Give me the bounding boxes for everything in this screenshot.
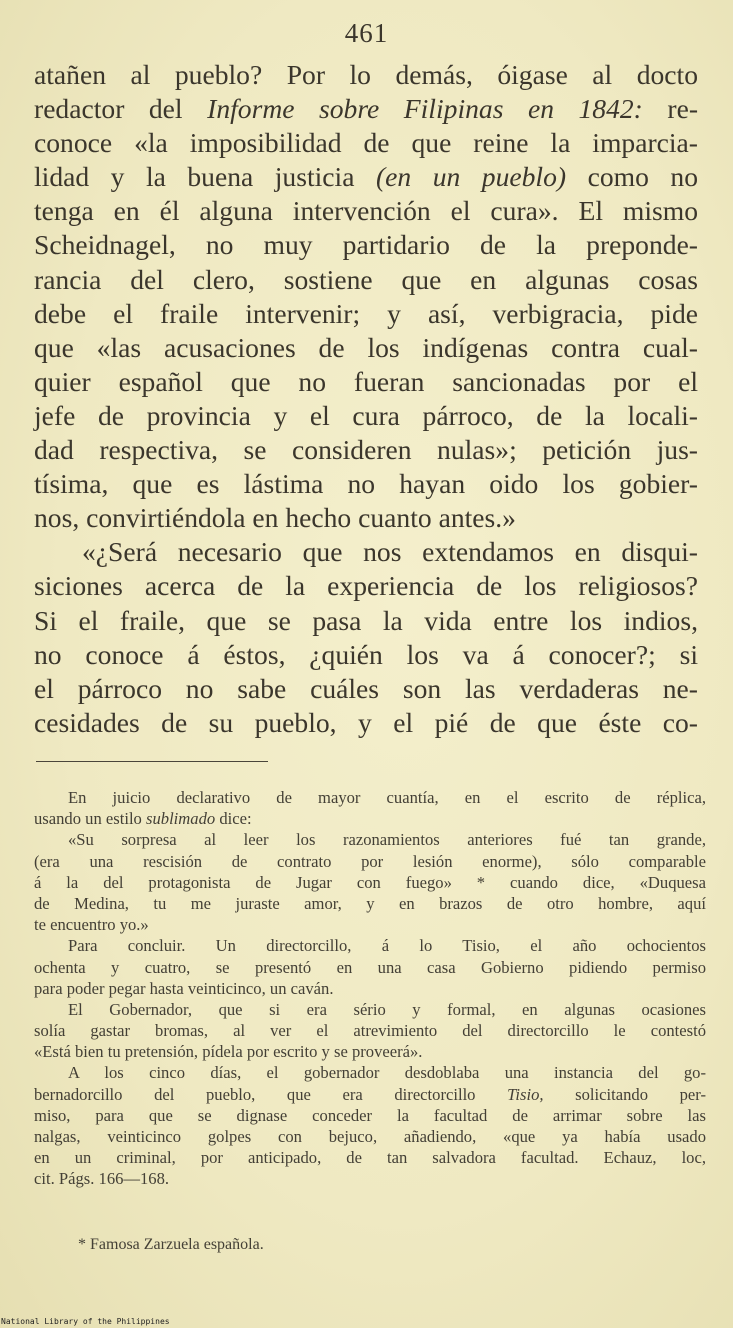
italic-sublimado: sublimado: [146, 809, 216, 829]
body-line-8: debe el fraile intervenir; y así, verbigracia, pide: [34, 297, 698, 329]
footnote-line-19: cit. Págs. 166—168.: [34, 1169, 170, 1189]
footnote-line-18: en un criminal, por anticipado, de tan salvadora facultad. Echauz, loc,: [34, 1148, 706, 1168]
body-line-10: quier español que no fueran sancionadas por el: [34, 365, 698, 397]
italic-aside: (en un pueblo): [375, 161, 567, 193]
footnote-line-3: «Su sorpresa al leer los razonamientos anteriores fué tan grande,: [68, 830, 706, 850]
body-line-1: atañen al pueblo? Por lo demás, óigase al docto: [34, 59, 698, 90]
footnote-line-10: para poder pegar hasta veinticinco, un caván.: [34, 978, 334, 998]
footnote-line-12: solía gastar bromas, al ver el atrevimiento del directorcillo le contestó: [34, 1021, 706, 1041]
footnote-line-15-start: bernadorcillo del pueblo, que era directorcillo: [34, 1084, 476, 1104]
body-line-17: Si el fraile, que se pasa la vida entre los indios,: [34, 604, 698, 636]
body-line-12: dad respectiva, se consideren nulas»; petición jus-: [34, 434, 698, 466]
footnote-line-15: [34, 1084, 706, 1105]
main-body-text: [34, 58, 698, 740]
footnote-line-4: (era una rescisión de contrato por lesión enorme), sólo comparable: [34, 851, 706, 871]
body-line-13: tísima, que es lástima no hayan oido los gobier-: [34, 468, 698, 500]
body-line-18: no conoce á éstos, ¿quién los va á conocer?; si: [34, 638, 698, 670]
body-line-2-end: re-: [642, 93, 699, 125]
footnote-line-2: [34, 808, 706, 829]
footnote-line-15-end: solicitando per-: [543, 1084, 706, 1104]
footnote-line-2-start: usando un estilo: [34, 809, 142, 829]
asterisk-note: * Famosa Zarzuela española.: [78, 1236, 264, 1253]
footnote-line-5: á la del protagonista de Jugar con fuego» * cuando dice, «Duquesa: [34, 872, 706, 892]
footnote-line-9: ochenta y cuatro, se presentó en una casa Gobierno pidiendo permiso: [34, 957, 706, 977]
footnotes-block: [34, 787, 706, 1190]
italic-tisio: Tisio,: [507, 1084, 544, 1104]
library-credit: National Library of the Philippines: [1, 1317, 170, 1326]
footnote-line-11: El Gobernador, que si era sério y formal, en algunas ocasiones: [68, 999, 706, 1019]
body-line-4: [34, 160, 698, 194]
body-line-15: «¿Será necesario que nos extendamos en disqui-: [82, 536, 698, 568]
body-line-7: rancia del clero, sostiene que en algunas cosas: [34, 263, 698, 295]
footnote-line-8: Para concluir. Un directorcillo, á lo Tisio, el año ochocientos: [68, 936, 706, 956]
body-line-6: Scheidnagel, no muy partidario de la preponde-: [34, 229, 698, 261]
footnote-line-2-end: dice:: [215, 809, 252, 829]
footnote-line-17: nalgas, veinticinco golpes con bejuco, añadiendo, «que ya había usado: [34, 1127, 706, 1146]
footnote-line-14: A los cinco días, el gobernador desdoblaba una instancia del go-: [68, 1063, 706, 1083]
footnote-line-6: de Medina, tu me juraste amor, y en brazos de otro hombre, aquí: [34, 893, 706, 913]
body-line-5: tenga en él alguna intervención el cura». El mismo: [34, 195, 698, 227]
body-line-14: nos, convirtiéndola en hecho cuanto antes.»: [34, 502, 516, 534]
body-line-20: cesidades de su pueblo, y el pié de que éste co-: [34, 706, 698, 738]
italic-report-title: Informe sobre Filipinas en 1842:: [207, 93, 643, 125]
footnote-line-7: te encuentro yo.»: [34, 915, 149, 935]
body-line-4-end: como no: [566, 161, 698, 193]
footnote-divider: [36, 761, 268, 762]
body-line-4-start: lidad y la buena justicia: [34, 161, 355, 193]
body-line-9: que «las acusaciones de los indígenas contra cual-: [34, 331, 698, 363]
body-line-16: siciones acerca de la experiencia de los religiosos?: [34, 570, 698, 602]
footnote-line-1: En juicio declarativo de mayor cuantía, en el escrito de réplica,: [68, 788, 706, 807]
body-line-19: el párroco no sabe cuáles son las verdaderas ne-: [34, 672, 698, 704]
body-line-3: conoce «la imposibilidad de que reine la imparcia-: [34, 127, 698, 159]
body-line-2-start: redactor del: [34, 93, 183, 125]
footnote-line-13: «Está bien tu pretensión, pídela por escrito y se proveerá».: [34, 1042, 423, 1062]
footnote-line-16: miso, para que se dignase conceder la facultad de arrimar sobre las: [34, 1105, 706, 1125]
body-line-2: [34, 92, 698, 126]
page-number: 461: [344, 18, 389, 48]
body-line-11: jefe de provincia y el cura párroco, de la locali-: [34, 399, 698, 431]
